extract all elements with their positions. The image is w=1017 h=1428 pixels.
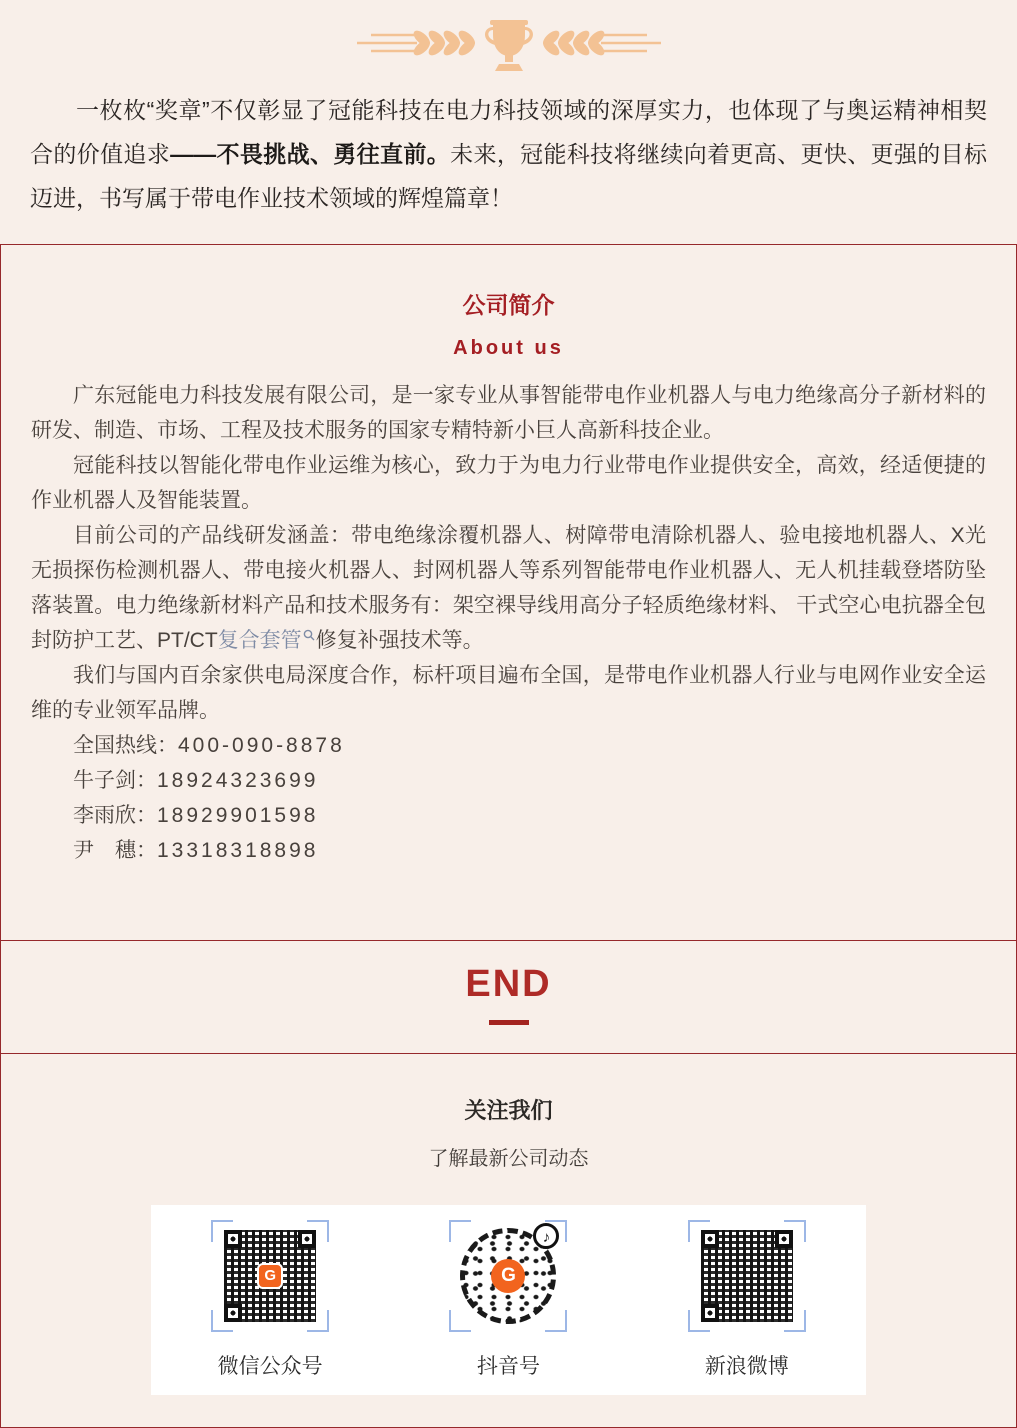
wheat-right-leaves-icon <box>540 28 607 58</box>
contact-label: 全国热线： <box>73 734 178 757</box>
contact-number: 400-090-8878 <box>178 734 345 757</box>
qr-label-weibo: 新浪微博 <box>704 1355 789 1378</box>
weibo-qr-image <box>701 1230 793 1322</box>
qr-label-douyin: 抖音号 <box>476 1355 540 1378</box>
company-paragraph-4: 我们与国内百余家供电局深度合作，标杆项目遍布全国，是带电作业机器人行业与电网作业安全运维的专业领军品牌。 <box>31 664 986 722</box>
qr-frame-corner <box>545 1310 567 1332</box>
contact-person-2 <box>31 798 986 833</box>
end-divider <box>489 1020 529 1025</box>
qr-frame <box>211 1220 329 1332</box>
contact-person-1 <box>31 763 986 798</box>
qr-position-marker <box>224 1304 242 1322</box>
contact-label: 李雨欣： <box>73 804 157 827</box>
qr-unit-weibo <box>642 1220 852 1380</box>
company-paragraph-3 <box>31 518 986 658</box>
follow-title: 关注我们 <box>464 1098 553 1123</box>
contact-number: 13318318898 <box>157 839 319 862</box>
section-title-en: About us <box>453 337 564 359</box>
company-intro-section <box>1 244 1016 941</box>
contact-person-3 <box>31 833 986 868</box>
qr-frame <box>688 1220 806 1332</box>
end-label: END <box>465 963 552 1005</box>
wheat-right-icon <box>599 35 661 51</box>
follow-us-section <box>1 1053 1016 1428</box>
company-logo-icon: G <box>491 1259 525 1293</box>
intro-bold-text: ——不畏挑战、勇往直前。 <box>170 141 451 167</box>
trophy-icon <box>485 20 533 71</box>
wechat-qr-image <box>224 1230 316 1322</box>
contact-label: 尹 穗： <box>73 839 157 862</box>
products-text: 目前公司的产品线研发涵盖：带电绝缘涂覆机器人、树障带电清除机器人、验电接地机器人、X光无损探伤检测机器人、带电接火机器人、封网机器人等系列智能带电作业机器人、无人机挂载登塔防坠落装置。电力绝缘新材料产品和技术服务有：架空裸导线用高分子轻质绝缘材料、 干式空心电抗器全包封防护工艺、PT/CT <box>31 524 986 652</box>
company-paragraph-2: 冠能科技以智能化带电作业运维为核心，致力于为电力行业带电作业提供安全，高效，经适便捷的作业机器人及智能装置。 <box>31 454 986 512</box>
qr-position-marker <box>298 1230 316 1248</box>
contact-label: 牛子剑： <box>73 769 157 792</box>
qr-frame-corner <box>449 1220 471 1242</box>
trophy-wheat-icon <box>349 12 669 74</box>
qr-position-marker <box>775 1230 793 1248</box>
music-note-icon: ♪ <box>533 1223 559 1249</box>
wheat-left-icon <box>357 35 419 51</box>
end-section <box>1 941 1016 1053</box>
qr-label-wechat: 微信公众号 <box>217 1355 323 1378</box>
company-paragraph-1: 广东冠能电力科技发展有限公司，是一家专业从事智能带电作业机器人与电力绝缘高分子新材料的研发、制造、市场、工程及技术服务的国家专精特新小巨人高新科技企业。 <box>31 384 986 442</box>
qr-position-marker <box>701 1230 719 1248</box>
qr-position-marker <box>224 1230 242 1248</box>
qr-position-marker <box>701 1304 719 1322</box>
wheat-left-leaves-icon <box>411 28 478 58</box>
intro-text-after: 未来，冠能科技将继续向着更高、更快、更强的目标迈进，书写属于带电作业技术领域的辉煌篇章！ <box>30 141 988 211</box>
section-title-cn: 公司简介 <box>462 292 555 318</box>
composite-bushing-link[interactable]: 复合套管 <box>217 629 302 652</box>
intro-text: 一枚枚“奖章”不仅彰显了冠能科技在电力科技领域的深厚实力，也体现了与奥运精神相契合的价值追求 <box>30 97 987 167</box>
contact-hotline <box>31 728 986 763</box>
qr-unit-douyin <box>403 1220 613 1380</box>
qr-frame-corner <box>449 1310 471 1332</box>
qr-unit-wechat <box>165 1220 375 1380</box>
search-icon <box>303 629 315 641</box>
intro-paragraph <box>30 88 987 220</box>
qr-frame <box>449 1220 567 1332</box>
header-decoration <box>0 0 1017 72</box>
qr-panel <box>151 1205 866 1395</box>
products-text-after: 修复补强技术等。 <box>315 629 484 652</box>
company-paragraphs <box>31 378 986 868</box>
card-frame <box>0 244 1017 1428</box>
company-logo-icon: G <box>257 1263 283 1289</box>
contact-number: 18924323699 <box>157 769 319 792</box>
contact-number: 18929901598 <box>157 804 319 827</box>
follow-subtitle: 了解最新公司动态 <box>428 1148 589 1170</box>
douyin-qr-image <box>460 1228 556 1324</box>
